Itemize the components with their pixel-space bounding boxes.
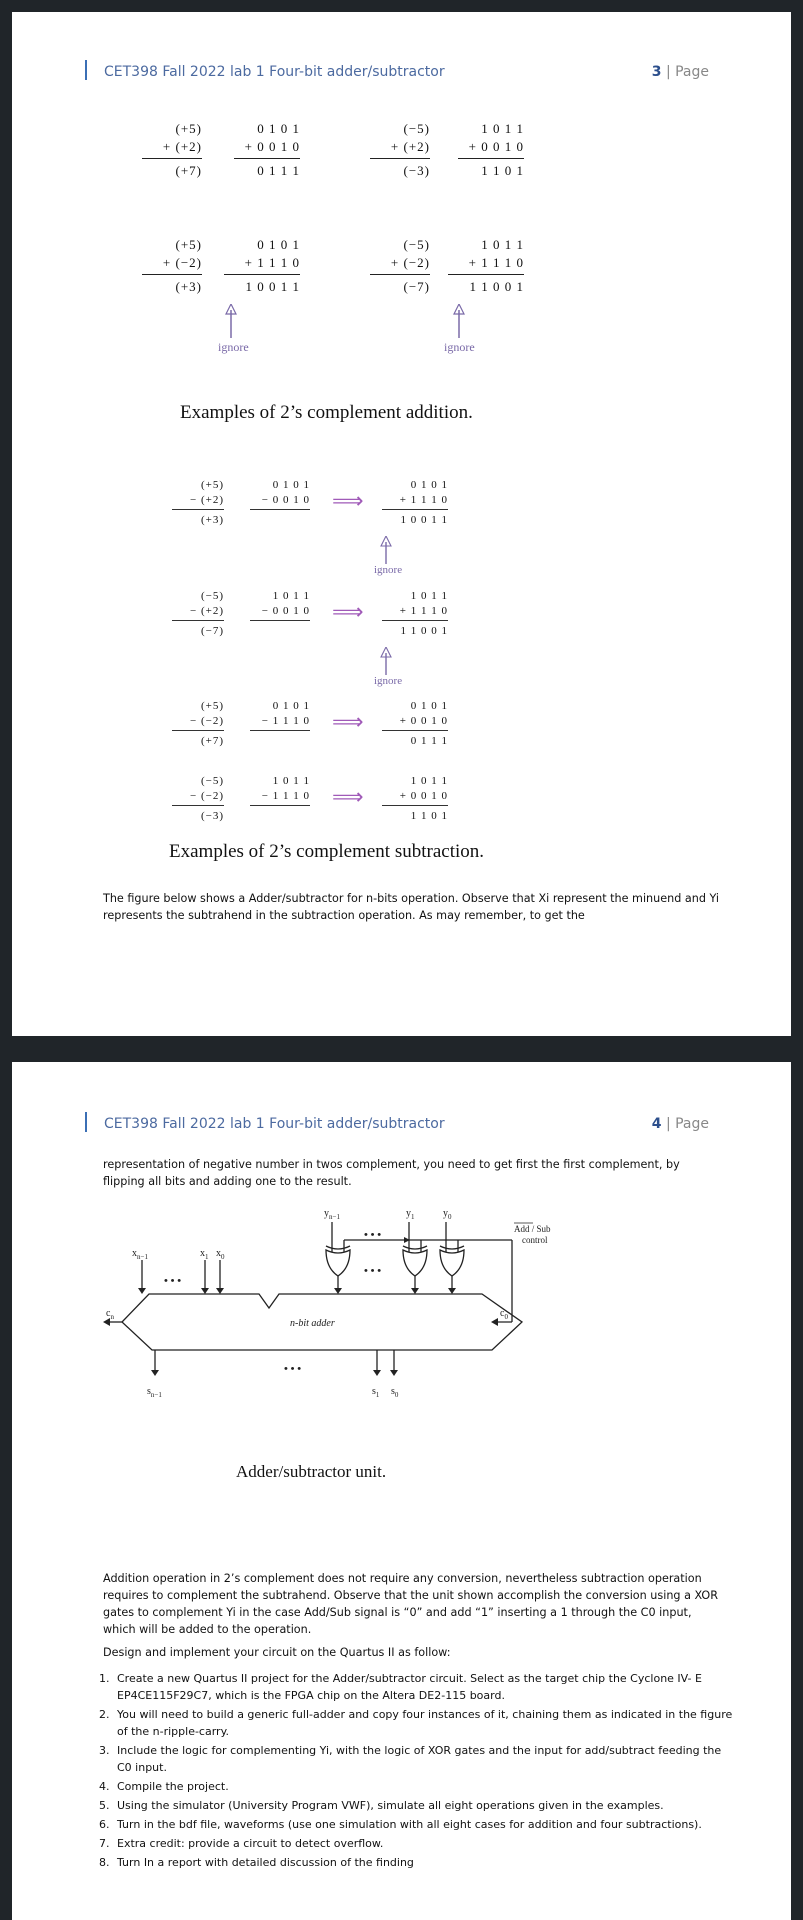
step-item: 6. Turn in the bdf file, waveforms (use one simulation with all eight cases for addition and four subtractions). (113, 1816, 733, 1833)
carry-arrow-icon (453, 304, 465, 338)
step-item: 7. Extra credit: provide a circuit to detect overflow. (113, 1835, 733, 1852)
y0-label: $y_0$ (443, 1208, 452, 1221)
addition-caption: Examples of 2’s complement addition. (180, 402, 473, 423)
subtraction-example-binary: 0 1 0 1 − 0 0 1 0 (250, 478, 310, 513)
control-label-line-2: control (522, 1235, 548, 1245)
x-n-1-label: $x_{n-1}$ (132, 1248, 148, 1261)
dots-icon: • • • (164, 1275, 182, 1287)
subtraction-example-binary: 0 1 0 1 − 1 1 1 0 (250, 699, 310, 734)
design-instructions-heading: Design and implement your circuit on the Quartus II as follow: (103, 1646, 451, 1659)
implies-arrow-icon: ⟹ (332, 599, 364, 624)
figure-caption: Adder/subtractor unit. (236, 1462, 387, 1481)
ignore-label: ignore (374, 675, 403, 687)
step-item: 1. Create a new Quartus II project for the Adder/subtractor circuit. Select as the target chip the Cyclone IV- E EP4CE115F29C7, which is the FPGA chip on the Altera DE2-115 board. (113, 1670, 733, 1704)
ignore-label: ignore (374, 564, 403, 576)
carry-arrow-icon (380, 536, 392, 564)
subtraction-example-decimal: (+5) − (−2) (+7) (172, 699, 224, 749)
header-title: CET398 Fall 2022 lab 1 Four-bit adder/subtractor (104, 64, 445, 80)
header-accent-bar (85, 60, 87, 80)
implies-arrow-icon: ⟹ (332, 709, 364, 734)
x1-label: $x_1$ (200, 1248, 209, 1261)
page-3 (12, 12, 791, 1036)
addition-example-2-decimal: (−5) + (+2) (−3) (370, 120, 430, 180)
page-header (12, 1108, 791, 1148)
steps-list (87, 1670, 733, 1873)
adder-subtractor-diagram (102, 1204, 662, 1444)
intro-continued-paragraph: representation of negative number in twos complement, you need to get first the first complement, by flipping all bits and adding one to the result. (103, 1158, 680, 1188)
subtraction-example-decimal: (−5) − (−2) (−3) (172, 774, 224, 824)
s0-label: $s_0$ (391, 1386, 399, 1399)
x0-label: $x_0$ (216, 1248, 225, 1261)
addition-explanation-paragraph: Addition operation in 2’s complement does not require any conversion, nevertheless subtraction operation requires to complement the subtrahend. Observe that the unit shown accomplish the conversion using a XOR gates to complement Yi in the case Add/Sub signal is “0” and add “1” inserting a 1 through the C0 input, which will be added to the operation. (103, 1572, 719, 1636)
subtraction-example-binary: 1 0 1 1 − 0 0 1 0 (250, 589, 310, 624)
header-accent-bar (85, 1112, 87, 1132)
y1-label: $y_1$ (406, 1208, 415, 1221)
subtraction-example-decimal: (+5) − (+2) (+3) (172, 478, 224, 528)
subtraction-example-result: 0 1 0 1 + 1 1 1 0 1 0 0 1 1 (382, 478, 448, 528)
implies-arrow-icon: ⟹ (332, 784, 364, 809)
page-number: 3 | Page (651, 64, 709, 80)
addition-example-1-binary: 0 1 0 1 + 0 0 1 0 0 1 1 1 (234, 120, 300, 180)
addition-example-4-binary: 1 0 1 1 + 1 1 1 0 1 1 0 0 1 (448, 236, 524, 296)
implies-arrow-icon: ⟹ (332, 488, 364, 513)
c0-label: $c_0$ (500, 1308, 508, 1321)
dots-icon: • • • (364, 1229, 382, 1241)
ignore-label: ignore (218, 340, 249, 354)
y-n-1-label: $y_{n-1}$ (324, 1208, 340, 1221)
subtraction-example-decimal: (−5) − (+2) (−7) (172, 589, 224, 639)
addition-example-4-decimal: (−5) + (−2) (−7) (370, 236, 430, 296)
intro-paragraph: The figure below shows a Adder/subtractor for n-bits operation. Observe that Xi represent the minuend and Yi represents the subtrahend in the subtraction operation. As may remember, to get the (103, 892, 720, 922)
ignore-label: ignore (444, 340, 475, 354)
step-item: 2. You will need to build a generic full-adder and copy four instances of it, chaining them as indicated in the figure of the n-ripple-carry. (113, 1706, 733, 1740)
cn-label: $c_n$ (106, 1308, 114, 1321)
dots-icon: • • • (364, 1265, 382, 1277)
s-n-1-label: $s_{n-1}$ (147, 1386, 162, 1399)
page-number: 4 | Page (651, 1116, 709, 1132)
page-header (12, 56, 791, 96)
page-4 (12, 1062, 791, 1920)
addition-example-2-binary: 1 0 1 1 + 0 0 1 0 1 1 0 1 (458, 120, 524, 180)
carry-arrow-icon (380, 647, 392, 675)
addition-example-3-decimal: (+5) + (−2) (+3) (142, 236, 202, 296)
step-item: 8. Turn In a report with detailed discussion of the finding (113, 1854, 733, 1871)
adder-label: n-bit adder (290, 1318, 335, 1329)
dots-icon: • • • (284, 1363, 302, 1375)
subtraction-example-binary: 1 0 1 1 − 1 1 1 0 (250, 774, 310, 809)
s1-label: $s_1$ (372, 1386, 380, 1399)
subtraction-example-result: 1 0 1 1 + 1 1 1 0 1 1 0 0 1 (382, 589, 448, 639)
control-label-line-1: Add / Sub (514, 1224, 551, 1234)
step-item: 3. Include the logic for complementing Yi, with the logic of XOR gates and the input for add/subtract feeding the C0 input. (113, 1742, 733, 1776)
subtraction-example-result: 1 0 1 1 + 0 0 1 0 1 1 0 1 (382, 774, 448, 824)
step-item: 4. Compile the project. (113, 1778, 733, 1795)
step-item: 5. Using the simulator (University Program VWF), simulate all eight operations given in the examples. (113, 1797, 733, 1814)
addition-example-1-decimal: (+5) + (+2) (+7) (142, 120, 202, 180)
xor-gate-icon (326, 1246, 464, 1276)
carry-arrow-icon (225, 304, 237, 338)
subtraction-example-result: 0 1 0 1 + 0 0 1 0 0 1 1 1 (382, 699, 448, 749)
header-title: CET398 Fall 2022 lab 1 Four-bit adder/subtractor (104, 1116, 445, 1132)
subtraction-caption: Examples of 2’s complement subtraction. (169, 841, 485, 862)
addition-example-3-binary: 0 1 0 1 + 1 1 1 0 1 0 0 1 1 (224, 236, 300, 296)
